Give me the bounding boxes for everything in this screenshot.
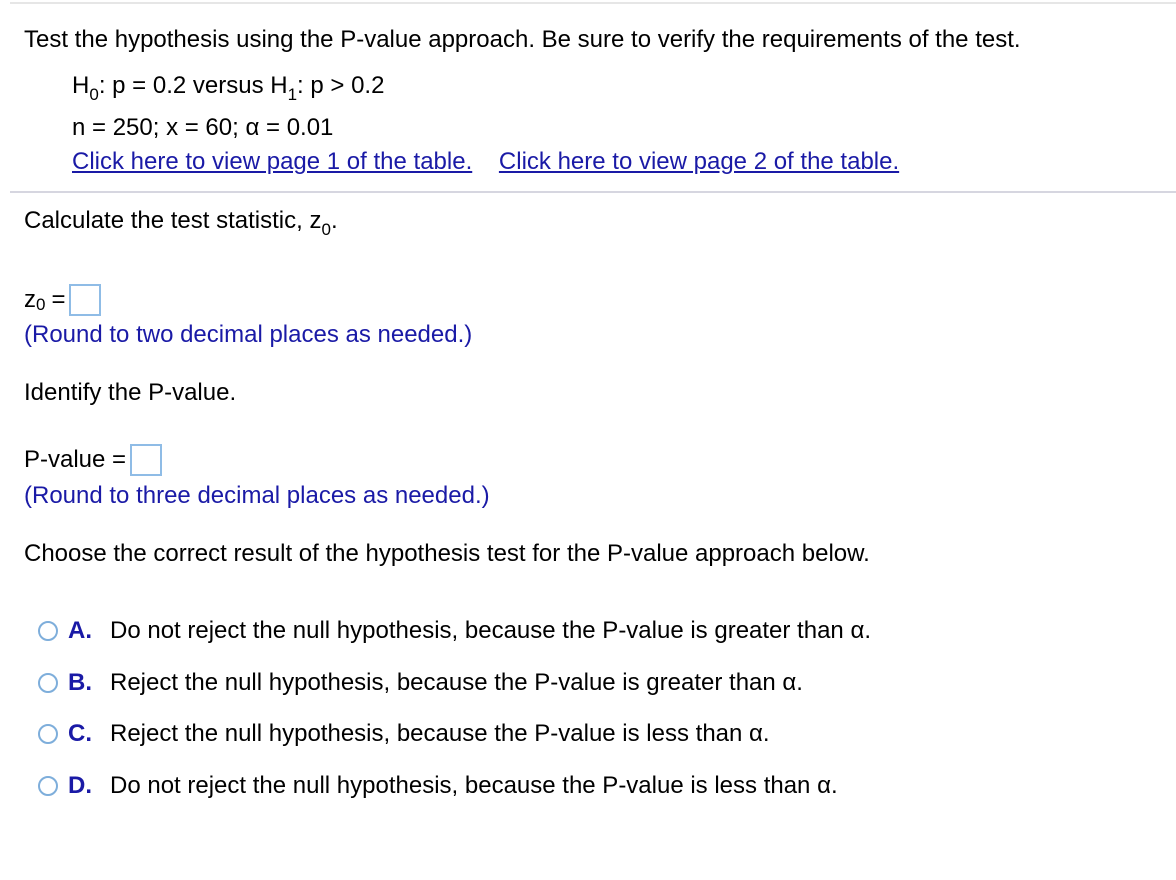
choice-d[interactable] <box>38 770 838 802</box>
test-statistic-prompt <box>24 207 338 237</box>
test-statistic-prompt-text: Calculate the test statistic, z <box>24 207 322 234</box>
h1-statement: : p > 0.2 <box>297 72 385 99</box>
choice-d-text: Do not reject the null hypothesis, because the P-value is less than α. <box>110 772 838 799</box>
instructions-text: Test the hypothesis using the P-value approach. Be sure to verify the requirements of the test. <box>24 26 1021 53</box>
choice-a-text: Do not reject the null hypothesis, because the P-value is greater than α. <box>110 617 871 644</box>
table-page-1-link[interactable]: Click here to view page 1 of the table. <box>72 148 473 175</box>
table-links <box>72 148 899 176</box>
choice-c-text: Reject the null hypothesis, because the P-value is less than α. <box>110 720 770 747</box>
h1-symbol: H <box>270 72 288 99</box>
choice-a-letter: A. <box>68 617 92 644</box>
pvalue-label: P-value = <box>24 446 127 473</box>
pvalue-prompt: Identify the P-value. <box>24 379 237 406</box>
table-page-2-link[interactable]: Click here to view page 2 of the table. <box>498 148 900 175</box>
z0-label-subscript: 0 <box>36 295 46 314</box>
pvalue-row <box>24 444 162 476</box>
choice-c-radio[interactable] <box>38 724 58 744</box>
test-statistic-hint: (Round to two decimal places as needed.) <box>24 321 473 348</box>
z0-input[interactable] <box>69 284 101 316</box>
choice-c-letter: C. <box>68 720 92 747</box>
choice-b[interactable] <box>38 667 803 699</box>
h0-statement: : p = 0.2 versus <box>98 72 271 99</box>
choice-d-radio[interactable] <box>38 776 58 796</box>
h1-subscript: 1 <box>287 85 298 104</box>
top-border <box>10 2 1176 4</box>
choice-b-text: Reject the null hypothesis, because the P-value is greater than α. <box>110 669 803 696</box>
choice-d-letter: D. <box>68 772 92 799</box>
choice-b-letter: B. <box>68 669 92 696</box>
result-prompt: Choose the correct result of the hypothesis test for the P-value approach below. <box>24 540 870 567</box>
pvalue-input[interactable] <box>130 444 162 476</box>
z0-label: z <box>24 286 36 313</box>
hypotheses <box>72 72 384 102</box>
pvalue-hint: (Round to three decimal places as needed.) <box>24 482 490 509</box>
choice-a[interactable] <box>38 615 871 647</box>
test-statistic-row <box>24 284 101 316</box>
choice-c[interactable] <box>38 718 770 750</box>
parameters-text: n = 250; x = 60; α = 0.01 <box>72 114 334 141</box>
choice-a-radio[interactable] <box>38 621 58 641</box>
section-divider <box>10 191 1176 193</box>
z0-equals: = <box>51 286 66 313</box>
h0-subscript: 0 <box>89 85 99 104</box>
choice-b-radio[interactable] <box>38 673 58 693</box>
h0-symbol: H <box>72 72 90 99</box>
test-statistic-prompt-subscript: 0 <box>321 220 331 239</box>
test-statistic-prompt-period: . <box>330 207 338 234</box>
